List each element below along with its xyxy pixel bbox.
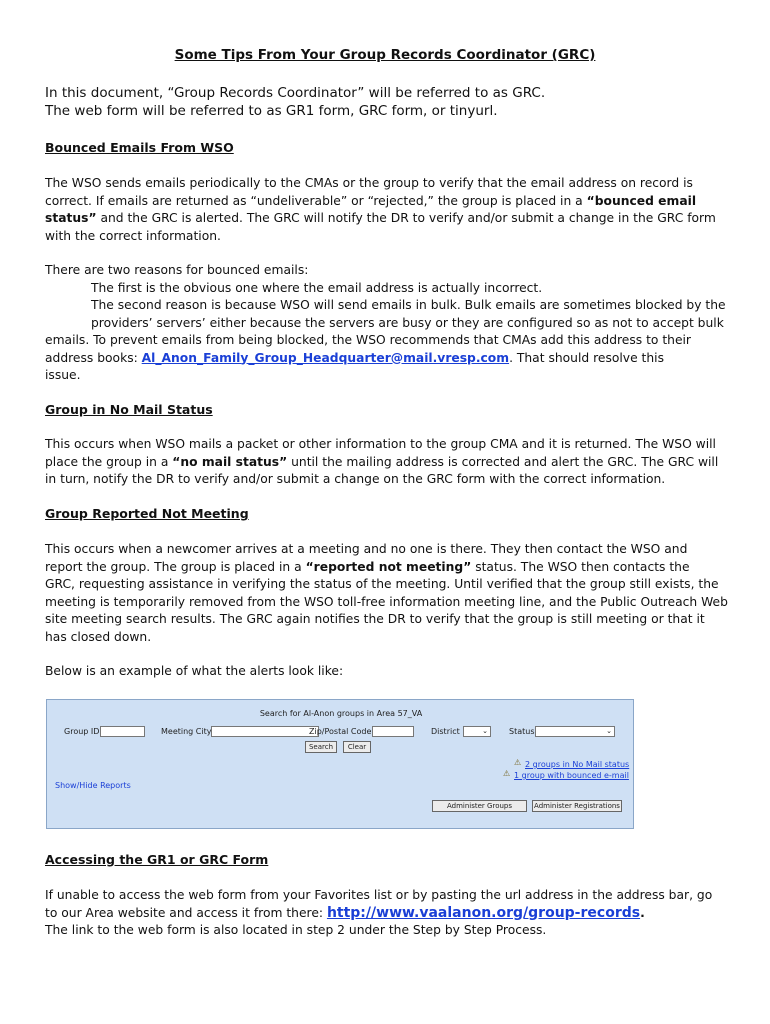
text-line: GRC, requesting assistance in verifying the status of the meeting. Until verified that the group still exists, the — [45, 577, 719, 591]
status-select[interactable] — [535, 726, 615, 737]
text-line: The first is the obvious one where the email address is actually incorrect. — [91, 280, 543, 295]
chevron-down-icon: ⌄ — [482, 727, 488, 735]
text-line: The WSO sends emails periodically to the CMAs or the group to verify that the email address on record is — [45, 176, 693, 190]
intro-text — [45, 84, 545, 120]
text-line: This occurs when WSO mails a packet or other information to the group CMA and it is returned. The WSO will — [45, 437, 716, 451]
text-span: report the group. The group is placed in a — [45, 559, 306, 574]
clear-button[interactable]: Clear — [343, 741, 371, 753]
text-line — [45, 454, 725, 472]
no-mail-paragraph — [45, 436, 725, 489]
section-heading-not-meeting: Group Reported Not Meeting — [45, 506, 249, 521]
text-line: The link to the web form is also located in step 2 under the Step by Step Process. — [45, 923, 547, 937]
show-hide-reports-link[interactable]: Show/Hide Reports — [55, 781, 131, 790]
text-span: status. The WSO then contacts the — [471, 559, 690, 574]
group-search-panel — [46, 699, 634, 829]
wso-email-link[interactable]: Al_Anon_Family_Group_Headquarter@mail.vresp.com — [141, 350, 510, 365]
text-line: issue. — [45, 368, 81, 382]
document-title: Some Tips From Your Group Records Coordinator (GRC) — [174, 47, 596, 63]
text-line — [45, 905, 725, 923]
intro-line: In this document, “Group Records Coordinator” will be referred to as GRC. — [45, 85, 546, 101]
text-line — [45, 210, 725, 228]
no-mail-alert-link[interactable]: 2 groups in No Mail status — [525, 760, 630, 769]
search-panel-title: Search for Al-Anon groups in Area 57_VA — [259, 709, 423, 718]
text-line: meeting is temporarily removed from the WSO toll-free information meeting line, and the Public Outreach Web — [45, 594, 728, 609]
status-label: Status — [509, 727, 535, 736]
text-span: and the GRC is alerted. The GRC will notify the DR to verify and/or submit a change in the GRC form — [96, 211, 716, 225]
example-caption: Below is an example of what the alerts look like: — [45, 664, 344, 678]
text-line — [45, 559, 725, 577]
bounced-paragraph-2 — [45, 262, 725, 385]
text-line: with the correct information. — [45, 228, 221, 243]
text-span: correct. If emails are returned as “undeliverable” or “rejected,” the group is placed in a — [45, 193, 587, 208]
text-line: site meeting search results. The GRC again notifies the DR to verify that the group is still meeting or that it — [45, 612, 705, 626]
text-line — [45, 350, 725, 368]
text-line: has closed down. — [45, 629, 152, 644]
section-heading-access: Accessing the GR1 or GRC Form — [45, 852, 269, 867]
text-span: until the mailing address is corrected and alert the GRC. The GRC will — [287, 454, 719, 469]
text-span: . — [640, 905, 645, 920]
group-id-input[interactable] — [100, 726, 145, 737]
intro-line: The web form will be referred to as GR1 form, GRC form, or tinyurl. — [45, 103, 498, 119]
group-id-label: Group ID — [64, 727, 100, 736]
search-button[interactable]: Search — [305, 741, 337, 753]
emphasis-text: status” — [45, 211, 97, 225]
district-label: District — [431, 727, 460, 736]
text-line: emails. To prevent emails from being blocked, the WSO recommends that CMAs add this address to their — [45, 333, 691, 347]
zip-input[interactable] — [372, 726, 414, 737]
text-span: address books: — [45, 350, 142, 365]
bounced-email-alert-link[interactable]: 1 group with bounced e-mail — [514, 771, 629, 780]
text-line: The second reason is because WSO will send emails in bulk. Bulk emails are sometimes blocked by the — [91, 298, 726, 312]
access-paragraph — [45, 887, 725, 940]
section-heading-no-mail: Group in No Mail Status — [45, 402, 213, 417]
text-line: providers’ servers’ either because the servers are busy or they are configured so as not to accept bulk — [91, 315, 724, 330]
text-span: place the group in a — [45, 454, 173, 469]
text-span: to our Area website and access it from there: — [45, 905, 327, 920]
text-line: If unable to access the web form from your Favorites list or by pasting the url address in the address bar, go — [45, 888, 713, 902]
emphasis-text: “reported not meeting” — [305, 559, 472, 574]
meeting-city-input[interactable] — [211, 726, 319, 737]
meeting-city-label: Meeting City — [161, 727, 212, 736]
not-meeting-paragraph — [45, 541, 728, 646]
bounced-paragraph-1 — [45, 175, 725, 245]
text-line — [45, 193, 725, 211]
text-span: . That should resolve this — [509, 350, 664, 365]
text-line: This occurs when a newcomer arrives at a meeting and no one is there. They then contact the WSO and — [45, 542, 688, 556]
chevron-down-icon: ⌄ — [606, 727, 612, 735]
emphasis-text: “no mail status” — [172, 454, 288, 469]
group-records-url-link[interactable]: http://www.vaalanon.org/group-records — [326, 904, 641, 921]
district-select[interactable] — [463, 726, 491, 737]
warning-icon: ⚠ — [514, 758, 522, 767]
emphasis-text: “bounced email — [586, 193, 697, 208]
text-line: in turn, notify the DR to verify and/or submit a change on the GRC form with the correct information. — [45, 472, 666, 486]
warning-icon: ⚠ — [503, 769, 511, 778]
administer-groups-button[interactable]: Administer Groups — [432, 800, 527, 812]
zip-label: Zip/Postal Code — [309, 727, 372, 736]
section-heading-bounced: Bounced Emails From WSO — [45, 140, 234, 155]
administer-registrations-button[interactable]: Administer Registrations — [532, 800, 622, 812]
text-line: There are two reasons for bounced emails: — [45, 263, 309, 277]
